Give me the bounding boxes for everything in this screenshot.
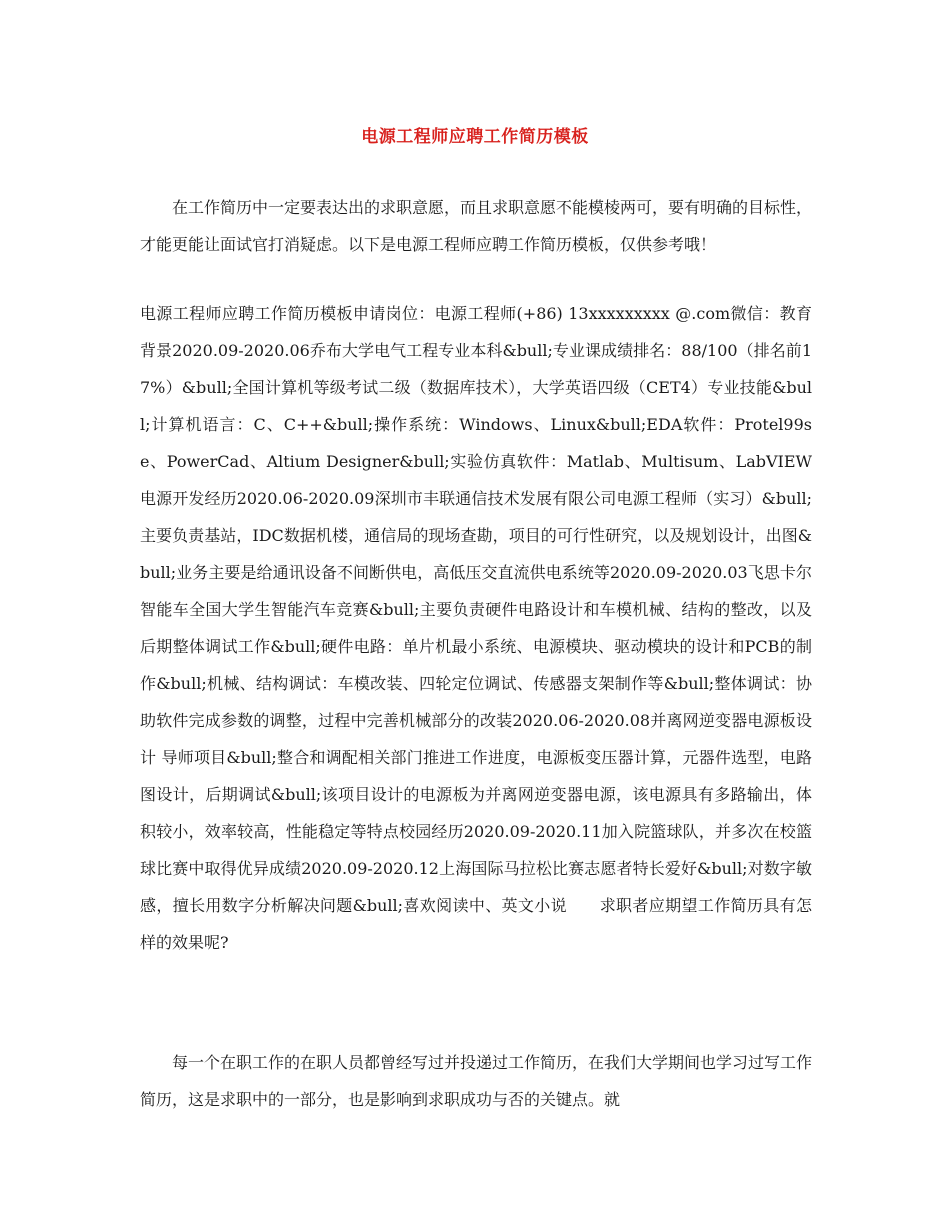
closing-section [140, 1044, 812, 1118]
resume-section [140, 295, 812, 961]
intro-section [140, 189, 812, 263]
intro-paragraph: 在工作简历中一定要表达出的求职意愿，而且求职意愿不能模棱两可，要有明确的目标性，才能更能让面试官打消疑虑。以下是电源工程师应聘工作简历模板，仅供参考哦！ [140, 198, 813, 254]
closing-paragraph: 每一个在职工作的在职人员都曾经写过并投递过工作简历，在我们大学期间也学习过写工作简历，这是求职中的一部分，也是影响到求职成功与否的关键点。就 [140, 1053, 813, 1109]
document-title: 电源工程师应聘工作简历模板 [361, 127, 589, 147]
resume-paragraph: 电源工程师应聘工作简历模板申请岗位：电源工程师(+86) 13xxxxxxxxx @.com微信：教育背景2020.09-2020.06乔布大学电气工程专业本科&bull;专业课成绩排名：88/100（排名前17%）&bull;全国计算机等级考试二级（数据库技术），大学英语四级（CET4）专业技能&bull;计算机语言：C、C++&bull;操作系统：Windows、Linux&bull;EDA软件：Protel99se、PowerCad、Altium Designer&bull;实验仿真软件：Matlab、Multisum、LabVIEW电源开发经历2020.06-2020.09深圳市丰联通信技术发展有限公司电源工程师（实习）&bull;主要负责基站，IDC数据机楼，通信局的现场查勘，项目的可行性研究，以及规划设计，出图&bull;业务主要是给通讯设备不间断供电，高低压交直流供电系统等2020.09-2020.03飞思卡尔智能车全国大学生智能汽车竞赛&bull;主要负责硬件电路设计和车模机械、结构的整改，以及后期整体调试工作&bull;硬件电路：单片机最小系统、电源模块、驱动模块的设计和PCB的制作&bull;机械、结构调试：车模改装、四轮定位调试、传感器支架制作等&bull;整体调试：协助软件完成参数的调整，过程中完善机械部分的改装2020.06-2020.08并离网逆变器电源板设计 导师项目&bull;整合和调配相关部门推进工作进度，电源板变压器计算，元器件选型，电路图设计，后期调试&bull;该项目设计的电源板为并离网逆变器电源，该电源具有多路输出，体积较小，效率较高，性能稳定等特点校园经历2020.09-2020.11加入院篮球队，并多次在校篮球比赛中取得优异成绩2020.09-2020.12上海国际马拉松比赛志愿者特长爱好&bull;对数字敏感，擅长用数字分析解决问题&bull;喜欢阅读中、英文小说 求职者应期望工作简历具有怎样的效果呢? [140, 304, 812, 952]
